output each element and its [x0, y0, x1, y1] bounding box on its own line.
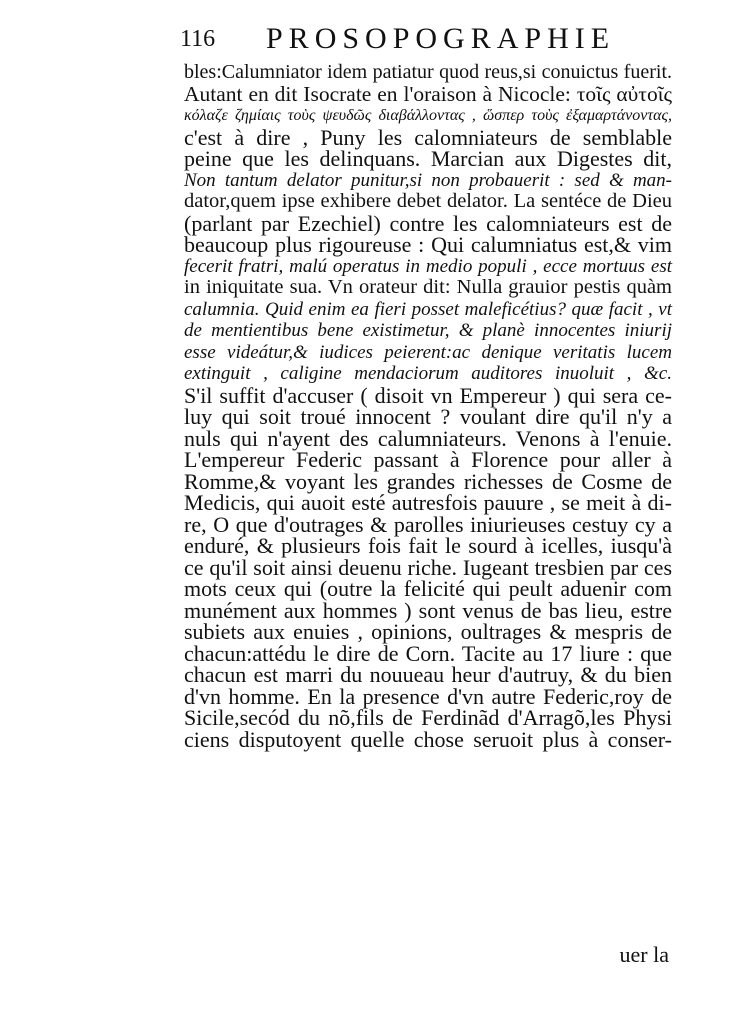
text-line: mots ceux qui (outre la felicité qui peult aduenir com: [184, 576, 672, 601]
text-line: chacun:attédu le dire de Corn. Tacite au 17 liure : que: [184, 640, 672, 666]
text-line: bles:Calumniator idem patiatur quod reus,si conuictus fuerit.: [184, 61, 672, 83]
text-line: re, O que d'outrages & parolles iniurieuses cestuy cy a: [184, 511, 672, 537]
text-line: S'il suffit d'accuser ( disoit vn Empereur ) qui sera ce-: [184, 382, 672, 408]
catchword: uer la: [619, 942, 669, 967]
text-line: extinguit , caligine mendaciorum auditores inuoluit , &c.: [184, 363, 672, 384]
body-text: [184, 62, 672, 750]
text-line: Non tantum delator punitur,si non probauerit : sed & man-: [184, 169, 672, 191]
text-line: L'empereur Federic passant à Florence pour aller à: [184, 447, 672, 472]
text-line: munément aux hommes ) sont venus de bas lieu, estre: [184, 597, 672, 623]
text-line: Romme,& voyant les grandes richesses de Cosme de: [184, 468, 672, 494]
text-line: Sicile,secód du nõ,fils de Ferdinãd d'Arragõ,les Physi: [184, 705, 672, 730]
running-title: PROSOPOGRAPHIE: [266, 22, 616, 55]
text-line: κόλαζε ζημίαις τοὺς ψευδῶς διαβάλλοντας , ὥσπερ τοὺς ἐξαμαρτάνοντας,: [184, 107, 672, 124]
text-line: enduré, & plusieurs fois fait le sourd à icelles, iusqu'à: [184, 533, 672, 558]
text-line: peine que les delinquans. Marcian aux Digestes dit,: [184, 146, 672, 171]
text-line: fecerit fratri, malú operatus in medio populi , ecce mortuus est: [184, 255, 672, 277]
text-line: ce qu'il soit ainsi deuenu riche. Iugeant tresbien par ces: [184, 554, 672, 580]
text-line: c'est à dire , Puny les calomniateurs de semblable: [184, 124, 672, 150]
text-line: dator,quem ipse exhibere debet delator. La sentéce de Dieu: [184, 190, 672, 212]
text-line: Medicis, qui auoit esté autresfois pauure , se meit à di-: [184, 490, 672, 515]
text-line: Autant en dit Isocrate en l'oraison à Nicocle: τοῖς αὐτοῖς: [184, 81, 672, 106]
text-line: chacun est marri du nouueau heur d'autruy, & du bien: [184, 662, 672, 687]
text-line: d'vn homme. En la presence d'vn autre Federic,roy de: [184, 683, 672, 709]
text-line: esse videátur,& iudices peierent:ac denique veritatis lucem: [184, 341, 672, 363]
text-line: beaucoup plus rigoureuse : Qui calumniatus est,& vim: [184, 232, 672, 257]
page-header: [180, 22, 650, 62]
text-line: (parlant par Ezechiel) contre les calomniateurs est de: [184, 210, 672, 236]
text-line: ciens disputoyent quelle chose seruoit plus à conser-: [184, 726, 672, 752]
text-line: nuls qui n'ayent des calumniateurs. Venons à l'enuie.: [184, 425, 672, 451]
text-line: calumnia. Quid enim ea fieri posset maleficétius? quæ facit , vt: [184, 298, 672, 320]
text-line: luy qui soit troué innocent ? voulant dire qu'il n'y a: [184, 404, 672, 429]
text-line: de mentientibus bene existimetur, & planè innocentes iniurij: [184, 320, 672, 341]
text-line: in iniquitate sua. Vn orateur dit: Nulla grauior pestis quàm: [184, 276, 672, 298]
text-line: subiets aux enuies , opinions, oultrages & mespris de: [184, 619, 672, 644]
page-number: 116: [180, 26, 216, 52]
